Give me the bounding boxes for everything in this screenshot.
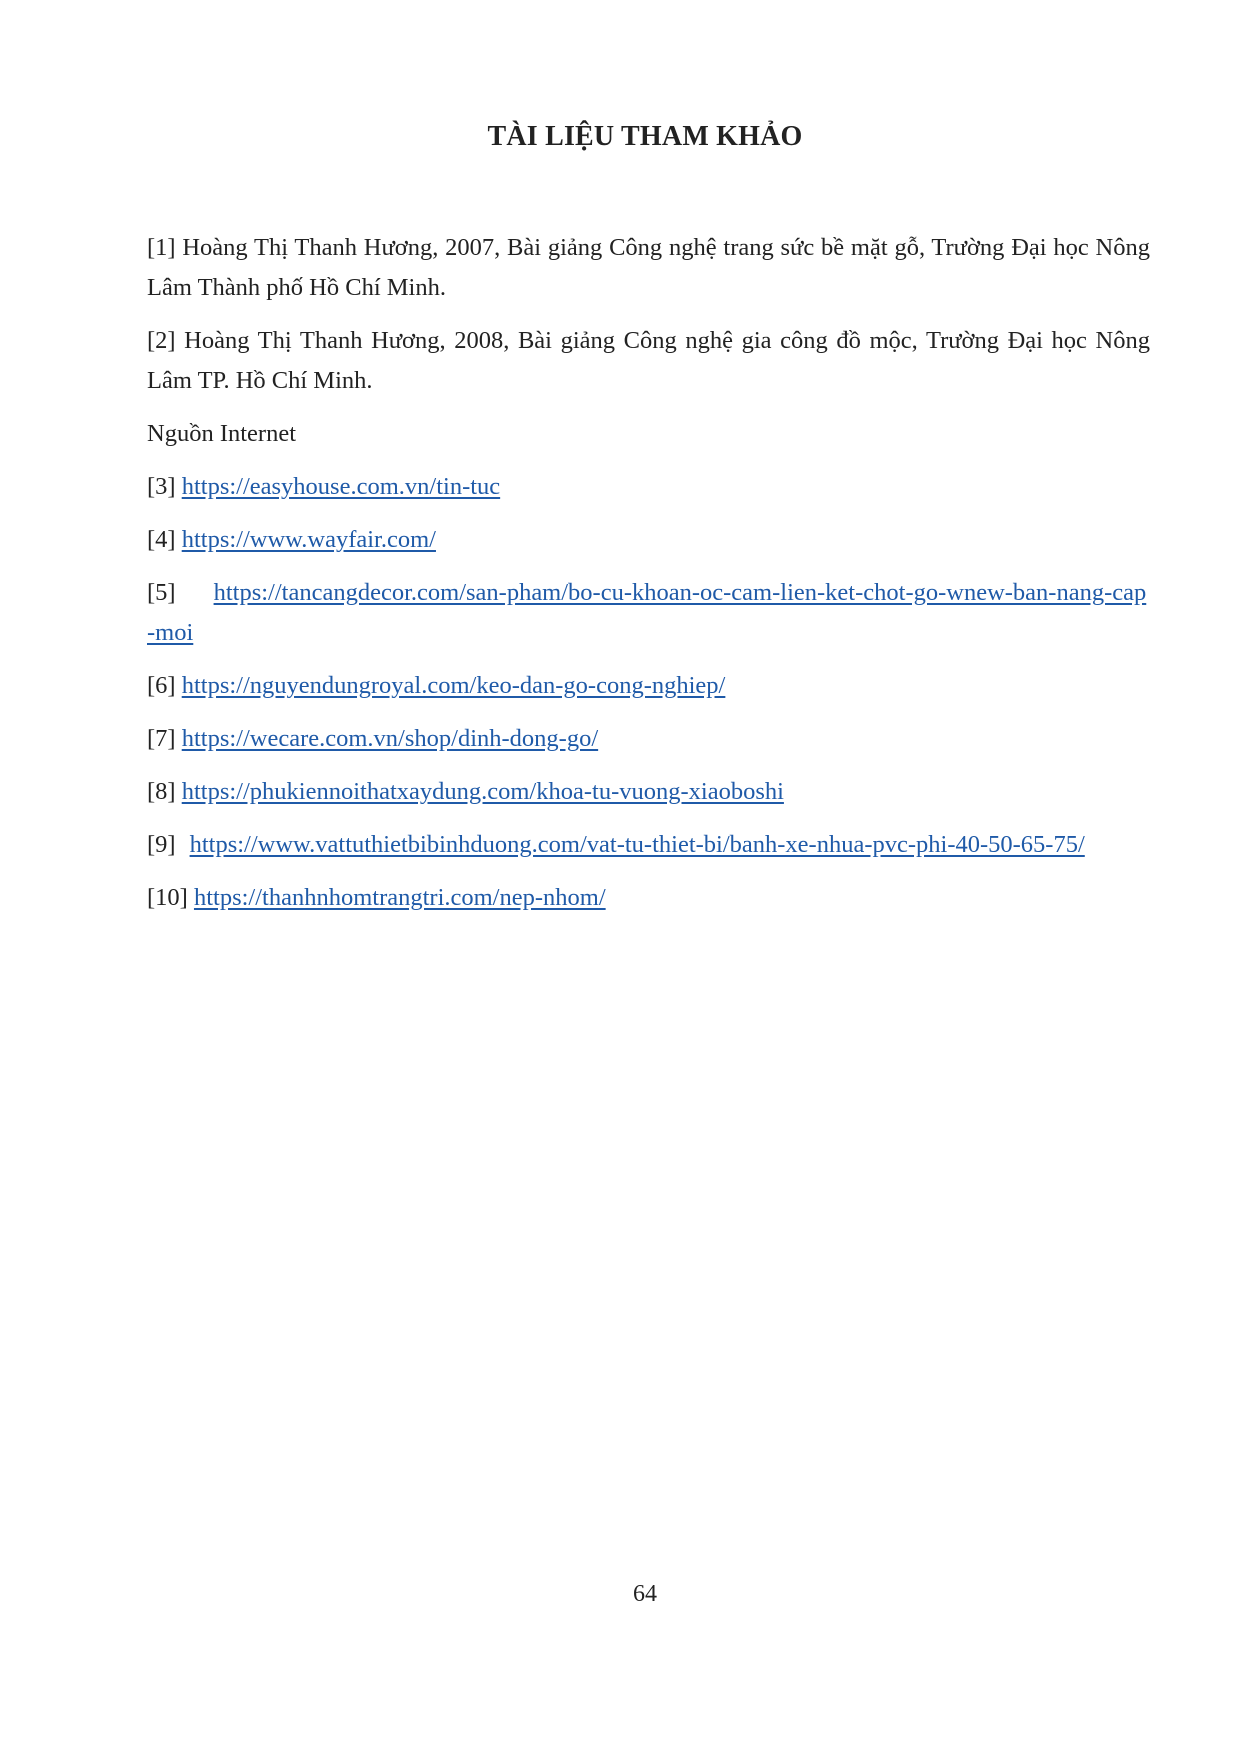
reference-number: [7] [147,725,176,752]
reference-number: [9] [147,831,176,858]
reference-2: [2] Hoàng Thị Thanh Hương, 2008, Bài giảng Công nghệ gia công đồ mộc, Trường Đại học Nông Lâm TP. Hồ Chí Minh. [147,327,1150,394]
reference-link[interactable]: https://phukiennoithatxaydung.com/khoa-tu-vuong-xiaoboshi [181,778,784,805]
internet-sources-heading: Nguồn Internet [147,420,296,447]
reference-link[interactable]: https://thanhnhomtrangtri.com/nep-nhom/ [193,884,606,911]
reference-link[interactable]: https://tancangdecor.com/san-pham/bo-cu-khoan-oc-cam-lien-ket-chot-go-wnew-ban-nang-cap-moi [147,579,1147,646]
reference-link[interactable]: https://wecare.com.vn/shop/dinh-dong-go/ [181,725,599,752]
reference-number: [6] [147,672,176,699]
reference-4 [147,520,1150,560]
reference-10 [147,878,1150,918]
reference-5 [147,573,1150,653]
reference-list [147,228,1150,931]
reference-number: [10] [147,884,188,911]
reference-number: [4] [147,526,176,553]
reference-1: [1] Hoàng Thị Thanh Hương, 2007, Bài giảng Công nghệ trang sức bề mặt gỗ, Trường Đại học Nông Lâm Thành phố Hồ Chí Minh. [147,234,1150,301]
page-number: 64 [633,1581,657,1607]
reference-number: [8] [147,778,176,805]
reference-link[interactable]: https://www.wayfair.com/ [181,526,436,553]
reference-3 [147,467,1150,507]
reference-9 [147,825,1150,865]
page-title: TÀI LIỆU THAM KHẢO [487,121,803,152]
reference-number: [5] [147,579,176,606]
reference-8 [147,772,1150,812]
reference-link[interactable]: https://www.vattuthietbibinhduong.com/vat-tu-thiet-bi/banh-xe-nhua-pvc-phi-40-50-65-75/ [189,831,1085,858]
reference-7 [147,719,1150,759]
reference-number: [3] [147,473,176,500]
reference-6 [147,666,1150,706]
reference-link[interactable]: https://easyhouse.com.vn/tin-tuc [181,473,501,500]
reference-link[interactable]: https://nguyendungroyal.com/keo-dan-go-cong-nghiep/ [181,672,726,699]
